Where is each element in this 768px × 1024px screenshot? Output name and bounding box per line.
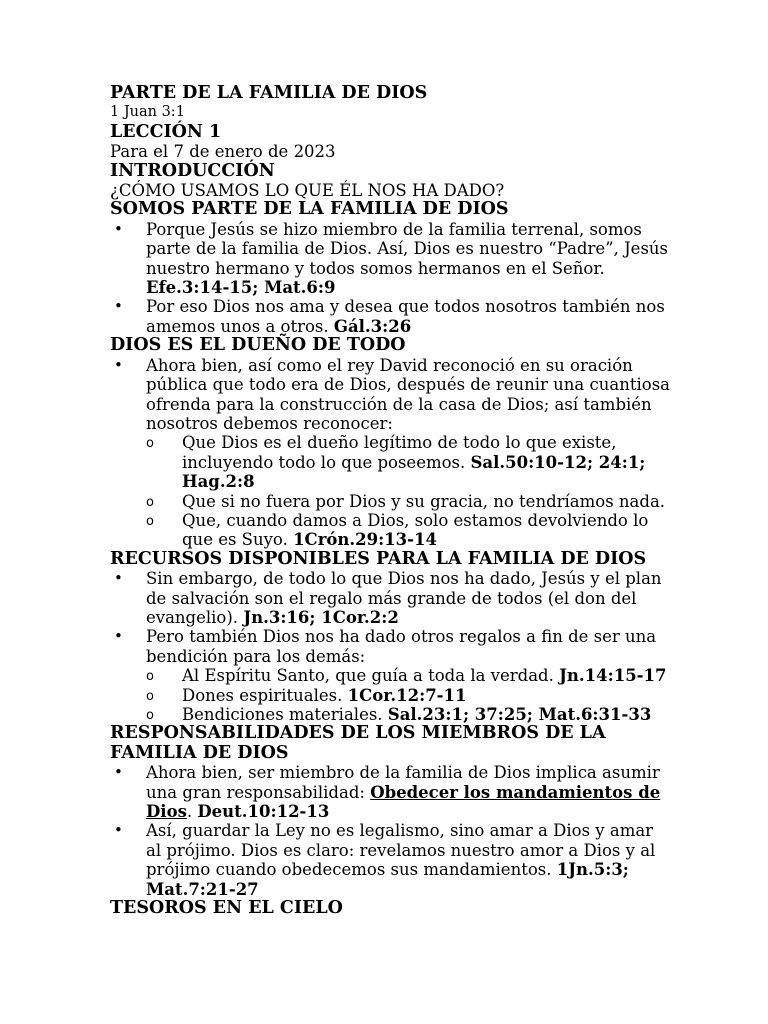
bullet-icon: • — [114, 219, 123, 238]
section-heading-owner: DIOS ES EL DUEÑO DE TODO — [110, 335, 406, 356]
item-text: Que, cuando damos a Dios, solo estamos devolviendo lo que es Suyo. — [182, 510, 649, 550]
item-text: Bendiciones materiales. — [182, 705, 383, 724]
intro-heading: INTRODUCCIÓN — [110, 160, 275, 181]
list-item — [110, 220, 670, 298]
scripture-reference: 1Crón.29:13-14 — [293, 530, 437, 550]
section-heading-family: SOMOS PARTE DE LA FAMILIA DE DIOS — [110, 199, 509, 220]
item-text: Porque Jesús se hizo miembro de la familia terrenal, somos parte de la familia de Dios. Así, Dios es nuestro “Padre”, Jesús nuestro hermano y todos somos hermanos en el Señor. — [146, 219, 669, 278]
sub-bullet-icon: o — [146, 708, 154, 723]
section-resources-list — [110, 569, 670, 724]
list-item — [110, 569, 670, 627]
scripture-reference: Jn.14:15-17 — [559, 666, 667, 686]
lesson-number: LECCIÓN 1 — [110, 121, 222, 142]
sub-list-item — [146, 433, 670, 491]
section-family-list — [110, 220, 670, 336]
item-text: Dones espirituales. — [182, 685, 343, 705]
sub-bullet-icon: o — [146, 669, 154, 685]
item-text: Así, guardar la Ley no es legalismo, sino amar a Dios y amar al prójimo. Dios es claro: revelamos nuestro amor a Dios y al prójimo cuando obedecemos sus mandamientos. — [146, 821, 656, 880]
bullet-icon: • — [114, 569, 123, 588]
sub-bullet-icon: o — [146, 688, 154, 704]
item-text: Al Espíritu Santo, que guía a toda la verdad. — [182, 666, 554, 686]
document-title: PARTE DE LA FAMILIA DE DIOS — [110, 83, 428, 103]
bullet-icon: • — [114, 821, 123, 840]
emphasized-text: Obedecer los mandamientos de Dios — [146, 782, 661, 822]
bullet-icon: • — [114, 355, 123, 374]
item-text: Pero también Dios nos ha dado otros regalos a fin de ser una bendición para los demás: — [146, 627, 657, 666]
section-heading-resources: RECURSOS DISPONIBLES PARA LA FAMILIA DE DIOS — [110, 548, 647, 569]
sub-list — [146, 433, 670, 549]
intro-question: ¿CÓMO USAMOS LO QUE ÉL NOS HA DADO? — [110, 181, 505, 201]
scripture-reference: Deut.10:12-13 — [197, 802, 330, 822]
sub-bullet-icon: o — [146, 513, 154, 529]
scripture-reference: 1Jn.5:3; Mat.7:21-27 — [146, 860, 629, 899]
item-text: Ahora bien, así como el rey David reconoció en su oración pública que todo era de Dios, después de reunir una cuantiosa ofrenda para la construcción de la casa de Dios; así también nosotros debemos reconocer: — [146, 355, 670, 433]
bullet-icon: • — [114, 763, 123, 782]
sub-list — [146, 666, 670, 724]
section-responsibilities-list — [110, 763, 670, 899]
item-text: Ahora bien, ser miembro de la familia de Dios implica asumir una gran responsabilidad: — [146, 763, 660, 802]
sub-bullet-icon: o — [146, 436, 154, 452]
list-item — [110, 297, 670, 336]
sub-list-item — [146, 511, 670, 550]
list-item — [110, 821, 670, 899]
item-text: Que si no fuera por Dios y su gracia, no tendríamos nada. — [182, 491, 666, 511]
scripture-reference: Jn.3:16; 1Cor.2:2 — [243, 607, 399, 627]
sub-bullet-icon: o — [146, 494, 154, 510]
bullet-icon: • — [114, 297, 123, 316]
bullet-icon: • — [114, 627, 123, 646]
scripture-reference: Sal.23:1; 37:25; Mat.6:31-33 — [387, 705, 652, 724]
item-text: Por eso Dios nos ama y desea que todos nosotros también nos amemos unos a otros. — [146, 297, 665, 336]
list-item — [110, 627, 670, 724]
list-item — [110, 356, 670, 550]
sub-list-item — [146, 686, 670, 705]
sub-list-item — [146, 492, 670, 511]
scripture-reference: Efe.3:14-15; Mat.6:9 — [146, 278, 336, 298]
section-heading-responsibilities: RESPONSABILIDADES DE LOS MIEMBROS DE LA FAMILIA DE DIOS — [110, 723, 606, 763]
scripture-reference: Sal.50:10-12; 24:1; Hag.2:8 — [182, 452, 646, 492]
item-text: Que Dios es el dueño legítimo de todo lo que existe, incluyendo todo lo que poseemos. — [182, 433, 617, 472]
scripture-reference: Gál.3:26 — [333, 316, 412, 336]
list-item: • Ahora bien, ser miembro de la familia de Dios implica asumir una gran responsabilidad: Obedecer los mandamientos de Dios. Deut.10:12-13 — [114, 763, 661, 822]
scripture-reference: 1Cor.12:7-11 — [347, 685, 467, 705]
lesson-date: Para el 7 de enero de 2023 — [110, 142, 336, 162]
section-owner-list — [110, 356, 670, 550]
item-text: Sin embargo, de todo lo que Dios nos ha dado, Jesús y el plan de salvación son el regalo más grande de todos (el don del evangelio). — [146, 569, 662, 627]
sub-list-item — [146, 666, 670, 685]
section-heading-treasures: TESOROS EN EL CIELO — [110, 898, 343, 919]
bible-verse: 1 Juan 3:1 — [110, 104, 185, 121]
sub-list-item — [146, 705, 670, 724]
